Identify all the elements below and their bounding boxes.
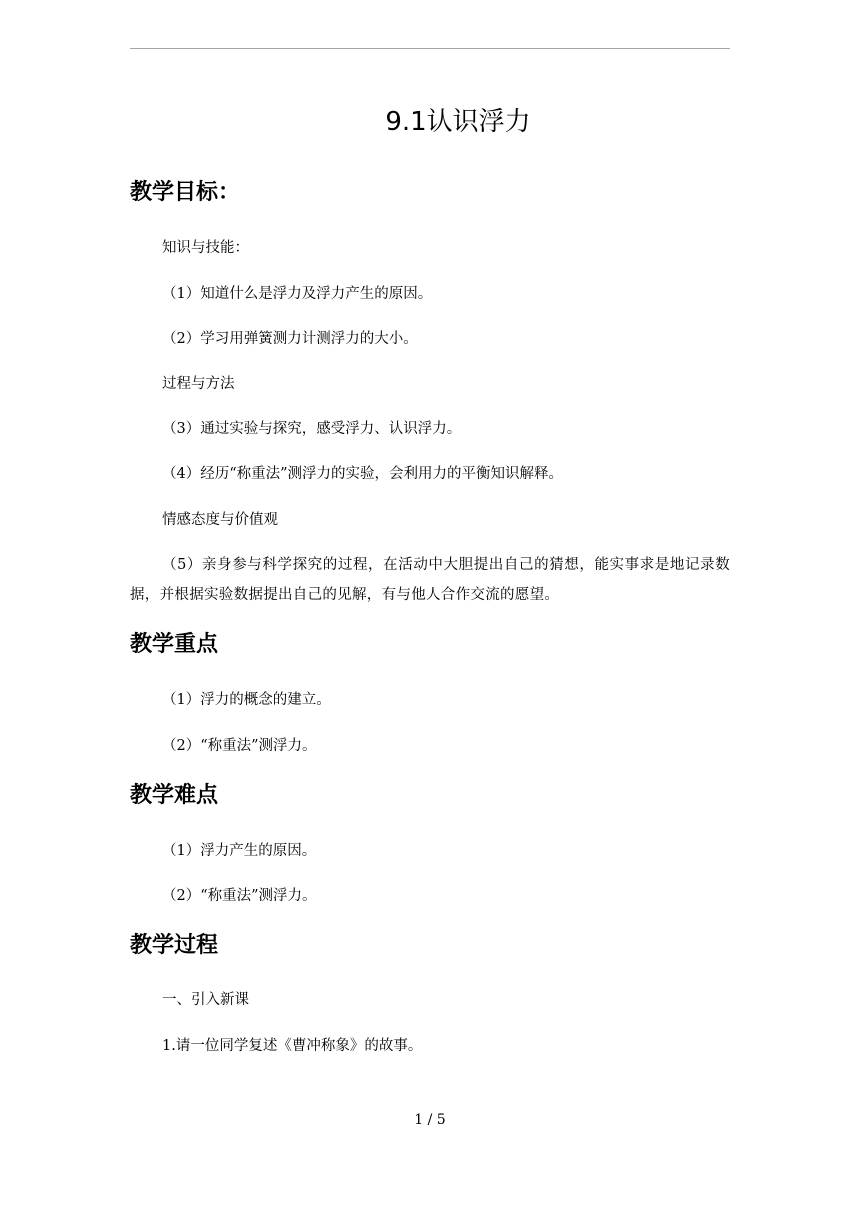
goals-process-label: 过程与方法 — [162, 376, 235, 392]
section-heading-goals: 教学目标： — [130, 180, 241, 205]
document-title: 9.1认识浮力 — [385, 107, 531, 137]
section-heading-key-points: 教学重点 — [130, 632, 219, 657]
section-heading-process: 教学过程 — [130, 933, 219, 958]
process-step-1: 1.请一位同学复述《曹冲称象》的故事。 — [162, 1038, 423, 1054]
header-rule — [130, 48, 730, 49]
goals-item-5: （5）亲身参与科学探究的过程，在活动中大胆提出自己的猜想，能实事求是地记录数据，并根据实验数据提出自己的见解，有与他人合作交流的愿望。 — [130, 557, 730, 603]
goals-item-1: （1）知道什么是浮力及浮力产生的原因。 — [162, 286, 433, 302]
difficulties-item-2: （2）“称重法”测浮力。 — [162, 888, 317, 904]
key-points-item-1: （1）浮力的概念的建立。 — [162, 692, 331, 708]
section-heading-difficulties: 教学难点 — [130, 783, 219, 808]
goals-item-4: （4）经历“称重法”测浮力的实验，会利用力的平衡知识解释。 — [162, 466, 564, 482]
goals-emotion-label: 情感态度与价值观 — [162, 512, 278, 528]
difficulties-item-1: （1）浮力产生的原因。 — [162, 843, 317, 859]
key-points-item-2: （2）“称重法”测浮力。 — [162, 738, 317, 754]
process-step-label: 一、引入新课 — [162, 992, 249, 1008]
goals-item-2: （2）学习用弹簧测力计测浮力的大小。 — [162, 331, 418, 347]
goals-knowledge-label: 知识与技能： — [162, 240, 249, 256]
goals-item-3: （3）通过实验与探究，感受浮力、认识浮力。 — [162, 421, 462, 437]
page-number: 1 / 5 — [414, 1112, 446, 1128]
